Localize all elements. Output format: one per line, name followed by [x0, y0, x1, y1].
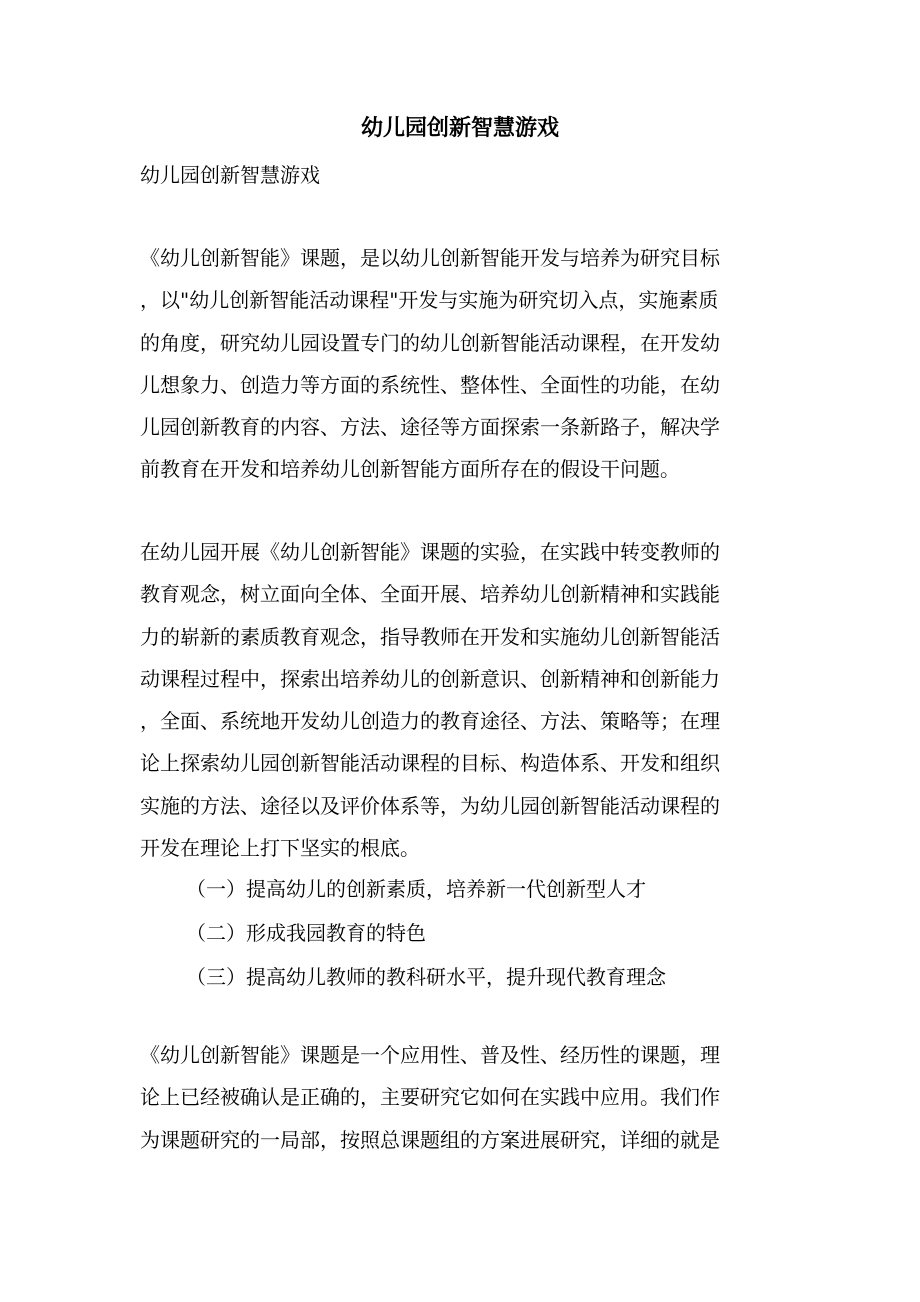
- text-line: 实施的方法、途径以及评价体系等，为幼儿园创新智能活动课程的: [140, 793, 720, 818]
- text-line: 论上探索幼儿园创新智能活动课程的目标、构造体系、开发和组织: [140, 751, 720, 776]
- text-line: 力的崭新的素质教育观念，指导教师在开发和实施幼儿创新智能活: [140, 624, 720, 649]
- text-line: 为课题研究的一局部，按照总课题组的方案进展研究，详细的就是: [140, 1127, 720, 1152]
- text-line: 在幼儿园开展《幼儿创新智能》课题的实验，在实践中转变教师的: [140, 540, 720, 564]
- list-item: （三）提高幼儿教师的教科研水平，提升现代教育理念: [186, 965, 666, 989]
- list-item: （二）形成我园教育的特色: [186, 921, 426, 945]
- document-subtitle: 幼儿园创新智慧游戏: [140, 163, 320, 187]
- text-line: 儿园创新教育的内容、方法、途径等方面探索一条新路子，解决学: [140, 415, 720, 440]
- text-line: 《幼儿创新智能》课题是一个应用性、普及性、经历性的课题，理: [140, 1043, 720, 1067]
- text-line: 《幼儿创新智能》课题，是以幼儿创新智能开发与培养为研究目标: [140, 246, 720, 270]
- text-line: 儿想象力、创造力等方面的系统性、整体性、全面性的功能，在幼: [140, 372, 720, 397]
- text-line: 前教育在开发和培养幼儿创新智能方面所存在的假设干问题。: [140, 457, 680, 482]
- document-title: 幼儿园创新智慧游戏: [360, 115, 559, 141]
- goals-list: [186, 867, 786, 999]
- text-line: ，以"幼儿创新智能活动课程"开发与实施为研究切入点，实施素质: [140, 288, 719, 313]
- paragraph-research-goal: [140, 237, 780, 491]
- paragraph-application: [140, 1034, 780, 1161]
- text-line: 开发在理论上打下坚实的根底。: [140, 836, 420, 861]
- list-item: （一）提高幼儿的创新素质，培养新一代创新型人才: [186, 877, 646, 901]
- text-line: ，全面、系统地开发幼儿创造力的教育途径、方法、策略等；在理: [140, 709, 720, 734]
- text-line: 教育观念，树立面向全体、全面开展、培养幼儿创新精神和实践能: [140, 582, 720, 607]
- paragraph-experiment: [140, 531, 780, 869]
- text-line: 的角度，研究幼儿园设置专门的幼儿创新智能活动课程，在开发幼: [140, 330, 720, 355]
- text-line: 动课程过程中，探索出培养幼儿的创新意识、创新精神和创新能力: [140, 666, 720, 691]
- text-line: 论上已经被确认是正确的，主要研究它如何在实践中应用。我们作: [140, 1085, 720, 1110]
